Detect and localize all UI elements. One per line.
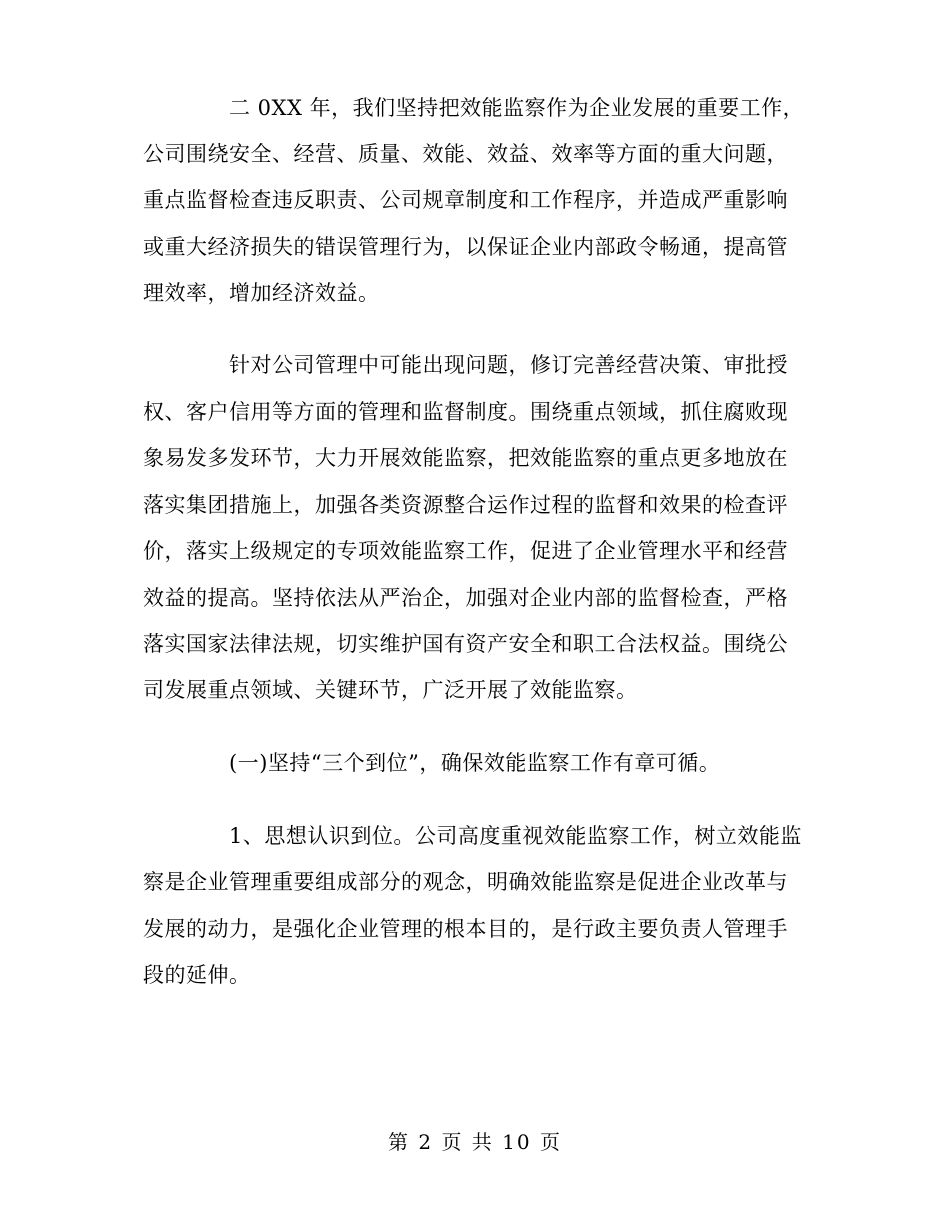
text-line: 效益的提高。坚持依法从严治企，加强对企业内部的监督检查，严格: [143, 586, 788, 610]
page-number-footer: 第 2 页 共 10 页: [388, 1130, 562, 1154]
text-line: 发展的动力，是强化企业管理的根本目的，是行政主要负责人管理手: [143, 917, 788, 941]
text-line: 针对公司管理中可能出现问题，修订完善经营决策、审批授: [229, 353, 788, 377]
text-line: 1、思想认识到位。公司高度重视效能监察工作，树立效能监: [229, 824, 802, 848]
text-line: 价，落实上级规定的专项效能监察工作，促进了企业管理水平和经营: [143, 539, 788, 563]
text-line: 重点监督检查违反职责、公司规章制度和工作程序，并造成严重影响: [143, 188, 788, 212]
text-line: 权、客户信用等方面的管理和监督制度。围绕重点领域，抓住腐败现: [143, 400, 788, 424]
section-heading-text: (一)坚持“三个到位”，确保效能监察工作有章可循。: [229, 751, 721, 775]
text-line: 察是企业管理重要组成部分的观念，明确效能监察是促进企业改革与: [143, 870, 788, 894]
text-line: 二 0XX 年，我们坚持把效能监察作为企业发展的重要工作，: [229, 96, 805, 120]
text-line: 司发展重点领域、关键环节，广泛开展了效能监察。: [143, 678, 638, 702]
text-line: 落实国家法律法规，切实维护国有资产安全和职工合法权益。围绕公: [143, 632, 788, 656]
text-line: 或重大经济损失的错误管理行为，以保证企业内部政令畅通，提高管: [143, 235, 788, 259]
text-line: 理效率，增加经济效益。: [143, 281, 380, 305]
text-line: 落实集团措施上，加强各类资源整合运作过程的监督和效果的检查评: [143, 493, 788, 517]
text-line: 段的延伸。: [143, 963, 251, 987]
text-line: 公司围绕安全、经营、质量、效能、效益、效率等方面的重大问题，: [143, 142, 788, 166]
text-line: 象易发多发环节，大力开展效能监察，把效能监察的重点更多地放在: [143, 446, 788, 470]
